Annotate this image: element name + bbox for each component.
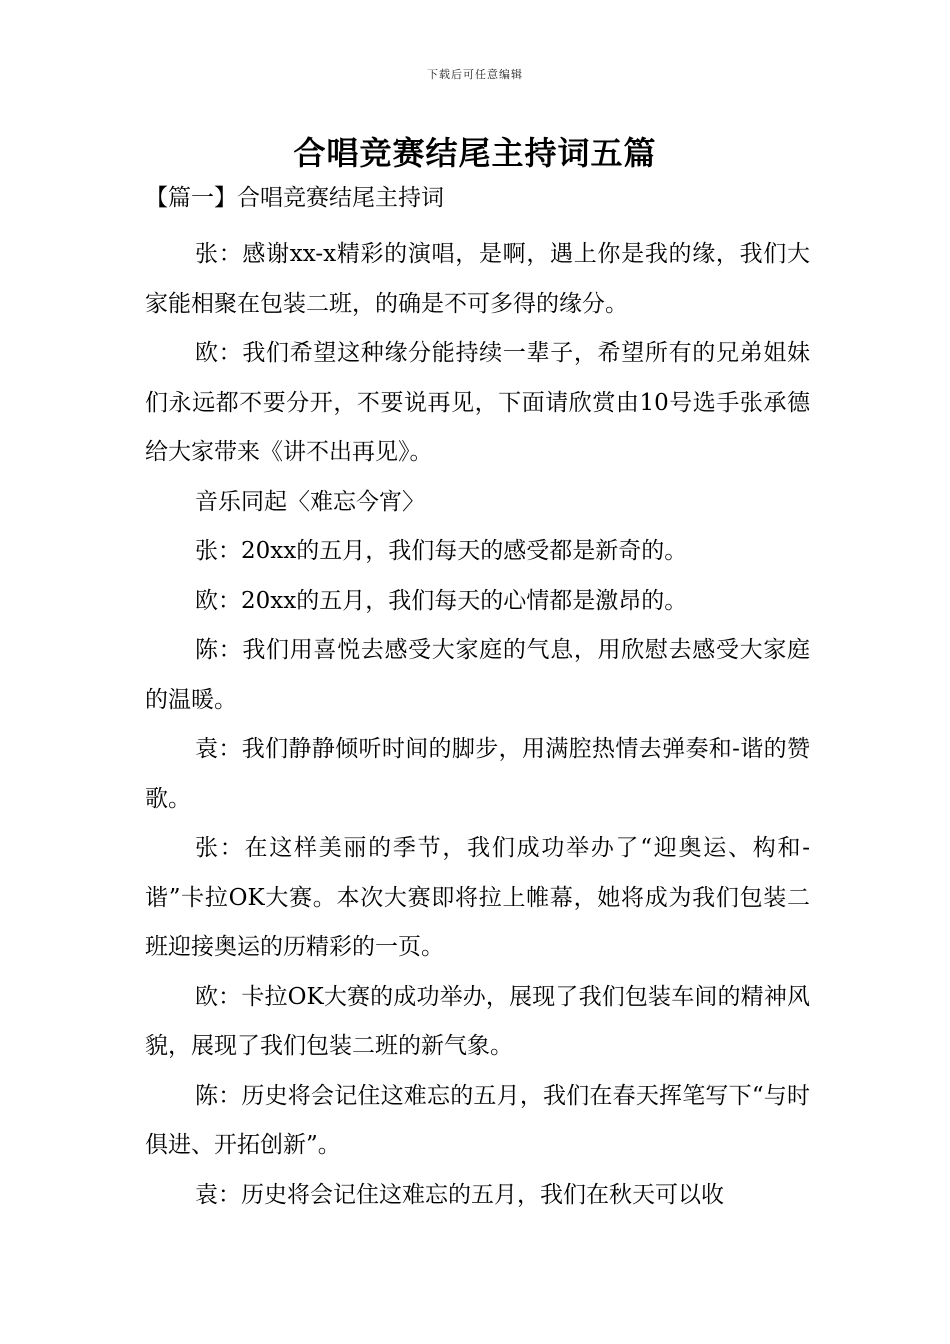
paragraph: 欧：卡拉OK大赛的成功举办，展现了我们包装车间的精神风貌，展现了我们包装二班的新气象。: [145, 983, 810, 1059]
paragraph: 袁：我们静静倾听时间的脚步，用满腔热情去弹奏和-谐的赞歌。: [145, 736, 810, 812]
document-title: 合唱竞赛结尾主持词五篇: [293, 134, 657, 172]
paragraph: 袁：历史将会记住这难忘的五月，我们在秋天可以收: [195, 1181, 724, 1208]
paragraph: 音乐同起〈难忘今宵〉: [195, 488, 425, 515]
paragraph: 陈：我们用喜悦去感受大家庭的气息，用欣慰去感受大家庭的温暖。: [145, 637, 810, 713]
paragraph: 张：在这样美丽的季节，我们成功举办了“迎奥运、构和-谐”卡拉OK大赛。本次大赛即将拉上帷幕，她将成为我们包装二班迎接奥运的历精彩的一页。: [145, 835, 810, 960]
section-heading: 【篇一】合唱竞赛结尾主持词: [145, 185, 444, 211]
header-note: 下载后可任意编辑: [427, 68, 523, 81]
paragraph: 张：20xx的五月，我们每天的感受都是新奇的。: [195, 538, 688, 564]
document-body: [145, 180, 810, 1220]
paragraph: 张：感谢xx-x精彩的演唱，是啊，遇上你是我的缘，我们大家能相聚在包装二班，的确是不可多得的缘分。: [145, 241, 810, 317]
paragraph: 欧：我们希望这种缘分能持续一辈子，希望所有的兄弟姐妹们永远都不要分开，不要说再见，下面请欣赏由10号选手张承德给大家带来《讲不出再见》。: [145, 340, 810, 465]
paragraph: 欧：20xx的五月，我们每天的心情都是激昂的。: [195, 587, 688, 614]
paragraph: 陈：历史将会记住这难忘的五月，我们在春天挥笔写下“与时俱进、开拓创新”。: [145, 1082, 810, 1158]
